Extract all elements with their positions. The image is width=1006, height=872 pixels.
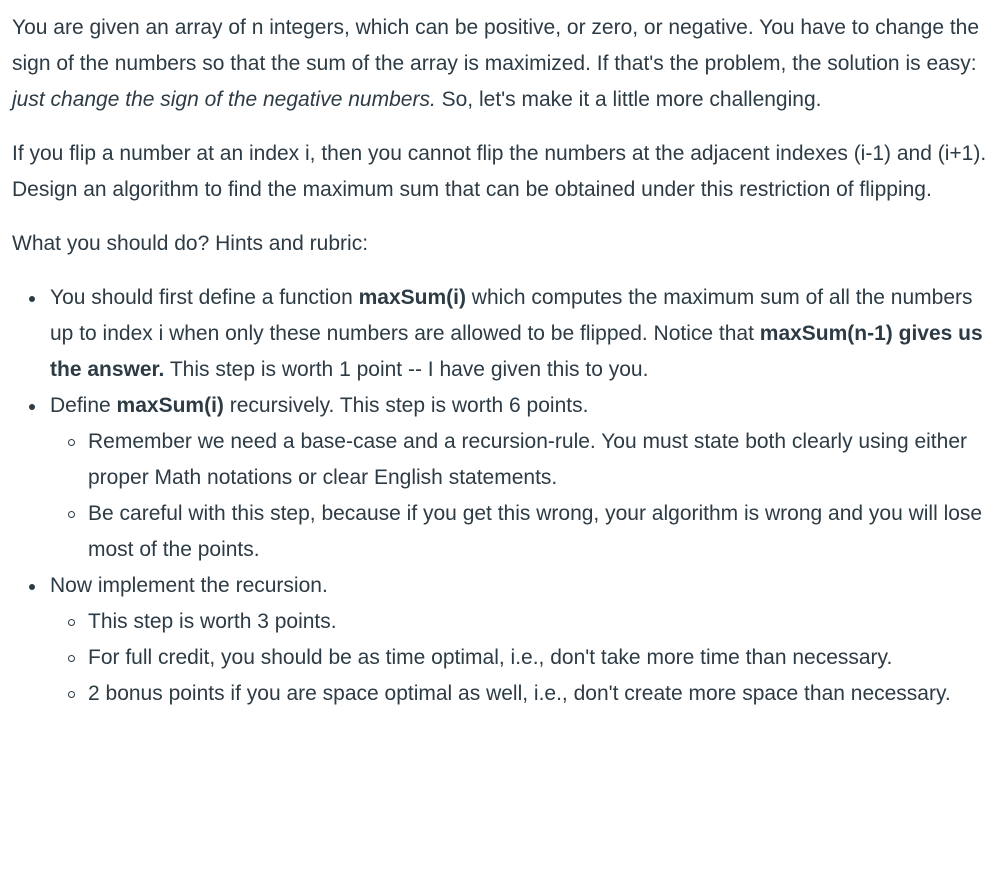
- rubric-item-define-function: [50, 280, 996, 388]
- sublist-item: Remember we need a base-case and a recursion-rule. You must state both clearly using either proper Math notations or clear English statements.: [88, 424, 996, 496]
- implementation-sublist: [50, 604, 996, 712]
- recursion-sublist: [50, 424, 996, 568]
- rubric-list: [12, 280, 996, 712]
- rubric-item-text: Now implement the recursion.: [50, 574, 328, 597]
- rubric-item-text: which computes the maximum sum of all the numbers up to index i when only these numbers are allowed to be flipped. Notice that: [50, 286, 973, 345]
- intro-text-1: You are given an array of n integers, which can be positive, or zero, or negative. You have to change the sign of the numbers so that the sum of the array is maximized. If that's the problem, the solution is easy:: [12, 16, 980, 75]
- intro-emphasis: just change the sign of the negative numbers.: [12, 88, 436, 111]
- hints-heading: What you should do? Hints and rubric:: [12, 232, 369, 255]
- restriction-paragraph: If you flip a number at an index i, then you cannot flip the numbers at the adjacent indexes (i-1) and (i+1). Design an algorithm to find the maximum sum that can be obtained under this restriction of flipping.: [12, 142, 987, 201]
- problem-statement: [12, 10, 996, 712]
- rubric-item-text: recursively. This step is worth 6 points.: [223, 394, 589, 417]
- rubric-item-define-recursively: [50, 388, 996, 568]
- function-name: maxSum(i): [116, 394, 224, 417]
- sublist-item: For full credit, you should be as time optimal, i.e., don't take more time than necessary.: [88, 640, 996, 676]
- rubric-item-implement: [50, 568, 996, 712]
- sublist-item: This step is worth 3 points.: [88, 604, 996, 640]
- intro-paragraph: [12, 10, 996, 118]
- sublist-item: 2 bonus points if you are space optimal as well, i.e., don't create more space than necessary.: [88, 676, 996, 712]
- rubric-item-text: You should first define a function: [50, 286, 359, 309]
- intro-text-2: So, let's make it a little more challenging.: [435, 88, 822, 111]
- rubric-item-text: Define: [50, 394, 117, 417]
- function-name: maxSum(i): [358, 286, 466, 309]
- answer-note: maxSum(n-1) gives us the answer.: [50, 322, 983, 381]
- sublist-item: Be careful with this step, because if you get this wrong, your algorithm is wrong and you will lose most of the points.: [88, 496, 996, 568]
- rubric-item-text: This step is worth 1 point -- I have given this to you.: [164, 358, 649, 381]
